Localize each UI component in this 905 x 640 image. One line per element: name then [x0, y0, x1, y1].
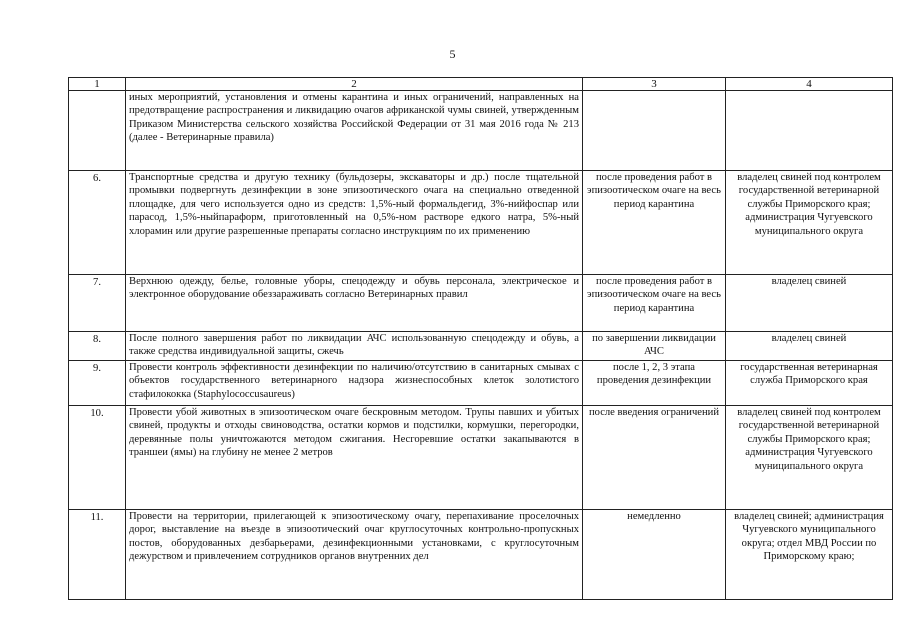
- row-responsible: владелец свиней: [726, 332, 893, 361]
- row-number: 10.: [69, 406, 126, 510]
- header-col-1: 1: [69, 78, 126, 91]
- measures-table: [68, 77, 893, 600]
- row-responsible: владелец свиней под контролем государственной ветеринарной службы Приморского края; администрация Чугуевского муниципального округа: [726, 171, 893, 275]
- row-term: [583, 91, 726, 171]
- row-number: [69, 91, 126, 171]
- table-row: [69, 332, 893, 361]
- row-term: немедленно: [583, 510, 726, 600]
- table-row: [69, 361, 893, 406]
- table-row: [69, 510, 893, 600]
- table-header-row: [69, 78, 893, 91]
- row-term: после проведения работ в эпизоотическом очаге на весь период карантина: [583, 275, 726, 332]
- row-measure: Транспортные средства и другую технику (бульдозеры, экскаваторы и др.) после тщательной промывки подвергнуть дезинфекции в зоне эпизоотического очага на специально отведенной площадке, для чего используется одно из средств: 1,5%-ный формальдегид, 3%-нийфоспар или парасод, 1,5%-ныйпараформ, приготовленный на 0,5%-ном растворе едкого натра, 5%-ный хлорамин или другие разрешенные препараты согласно инструкциям по их применению: [126, 171, 583, 275]
- table-row: [69, 171, 893, 275]
- row-responsible: владелец свиней под контролем государственной ветеринарной службы Приморского края; администрация Чугуевского муниципального округа: [726, 406, 893, 510]
- row-measure: Верхнюю одежду, белье, головные уборы, спецодежду и обувь персонала, электрическое и электронное оборудование обеззараживать согласно Ветеринарных правил: [126, 275, 583, 332]
- row-responsible: государственная ветеринарная служба Приморского края: [726, 361, 893, 406]
- row-measure: После полного завершения работ по ликвидации АЧС использованную спецодежду и обувь, а также средства индивидуальной защиты, сжечь: [126, 332, 583, 361]
- table-row: [69, 275, 893, 332]
- header-col-3: 3: [583, 78, 726, 91]
- row-measure: иных мероприятий, установления и отмены карантина и иных ограничений, направленных на предотвращение распространения и ликвидацию очагов африканской чумы свиней, утвержденным Приказом Министерства сельского хозяйства Российской Федерации от 31 мая 2016 года № 213 (далее - Ветеринарные правила): [126, 91, 583, 171]
- table-row: [69, 91, 893, 171]
- row-responsible: владелец свиней: [726, 275, 893, 332]
- row-measure: Провести контроль эффективности дезинфекции по наличию/отсутствию в санитарных смывах с объектов государственного ветеринарного надзора жизнеспособных клеток золотистого стафилококка (Staphylococcusaureus): [126, 361, 583, 406]
- row-number: 6.: [69, 171, 126, 275]
- row-measure: Провести на территории, прилегающей к эпизоотическому очагу, перепахивание проселочных дорог, выставление на въезде в эпизоотический очаг круглосуточных контрольно-пропускных постов, оборудованных дезбарьерами, дезинфекционными установками, с круглосуточным дежурством и привлечением сотрудников органов внутренних дел: [126, 510, 583, 600]
- row-number: 8.: [69, 332, 126, 361]
- row-number: 7.: [69, 275, 126, 332]
- table-row: [69, 406, 893, 510]
- row-measure: Провести убой животных в эпизоотическом очаге бескровным методом. Трупы павших и убитых свиней, продукты и отходы свиноводства, остатки кормов и подстилки, кормушки, перегородки, деревянные полы уничтожаются методом сжигания. Несгоревшие остатки закапываются в траншеи (ямы) на глубину не менее 2 метров: [126, 406, 583, 510]
- page-number: 5: [449, 47, 456, 61]
- header-col-2: 2: [126, 78, 583, 91]
- row-term: после введения ограничений: [583, 406, 726, 510]
- header-col-4: 4: [726, 78, 893, 91]
- row-term: после 1, 2, 3 этапа проведения дезинфекции: [583, 361, 726, 406]
- row-responsible: владелец свиней; администрация Чугуевского муниципального округа; отдел МВД России по Приморскому краю;: [726, 510, 893, 600]
- row-responsible: [726, 91, 893, 171]
- row-number: 11.: [69, 510, 126, 600]
- row-number: 9.: [69, 361, 126, 406]
- row-term: после проведения работ в эпизоотическом очаге на весь период карантина: [583, 171, 726, 275]
- row-term: по завершении ликвидации АЧС: [583, 332, 726, 361]
